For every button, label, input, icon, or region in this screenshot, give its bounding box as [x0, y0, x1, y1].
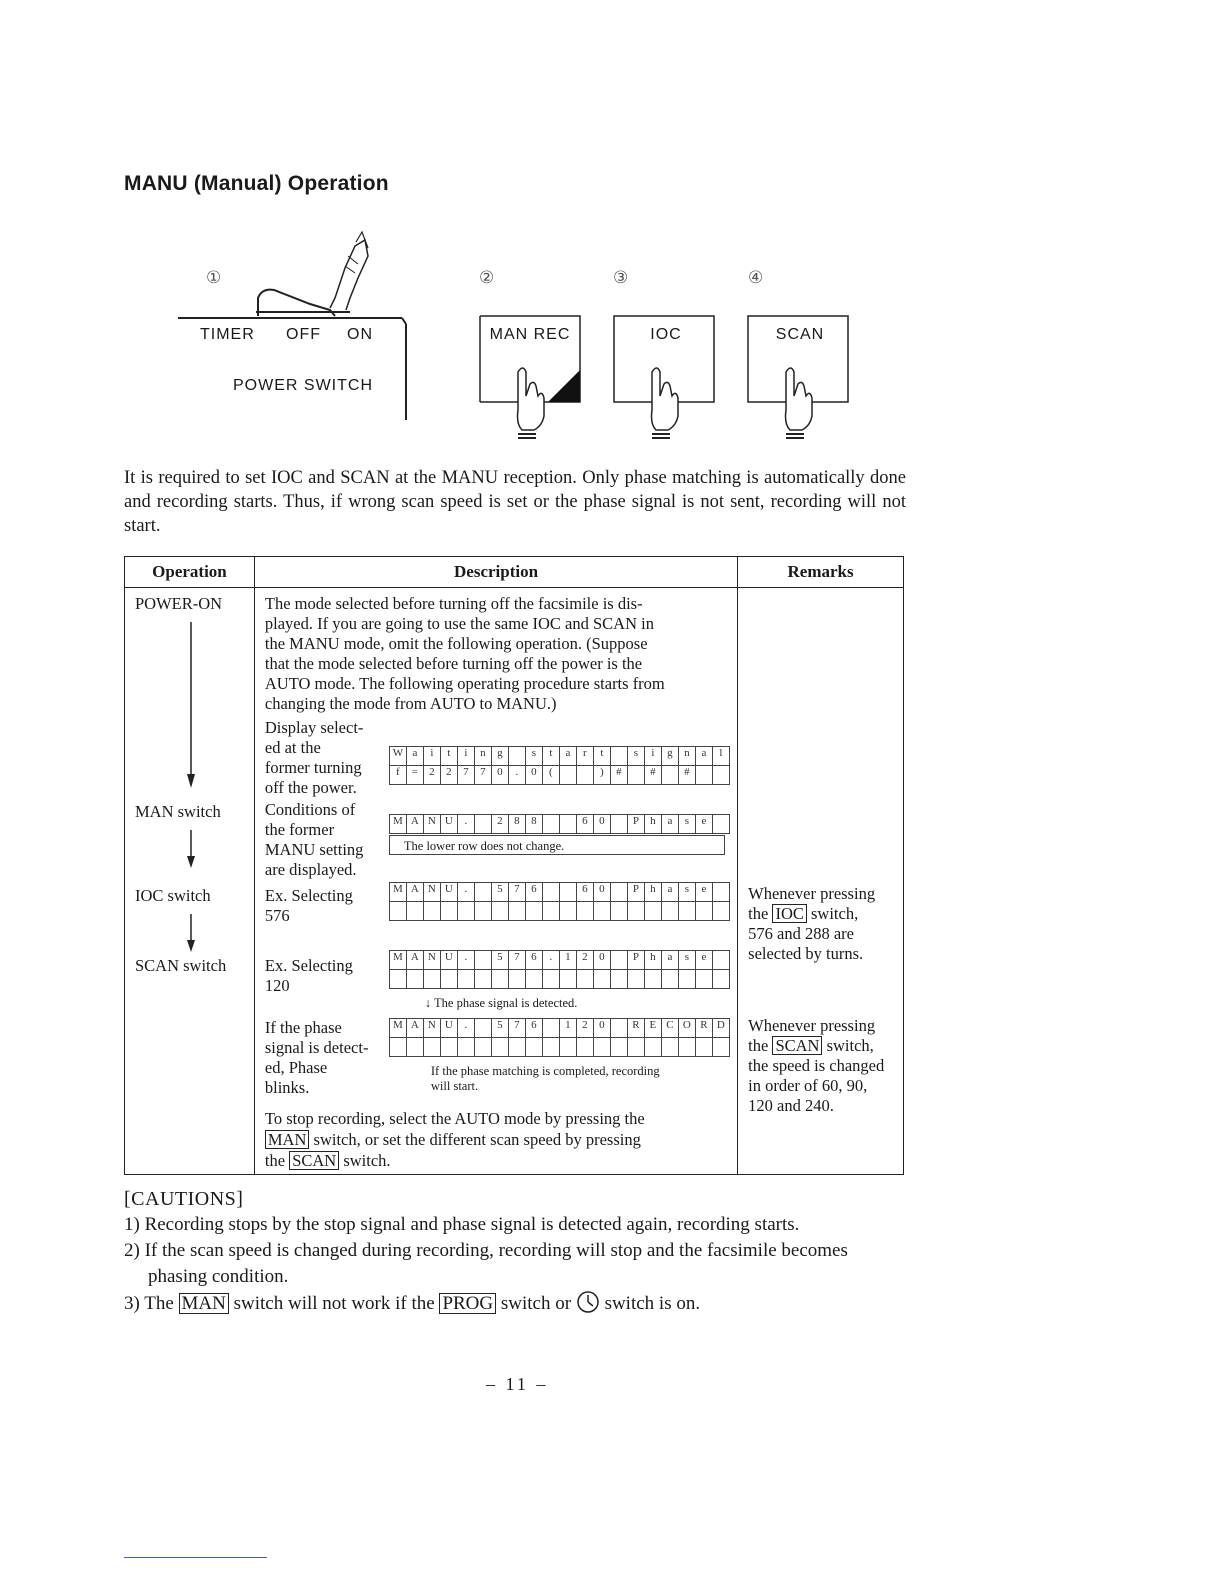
lcd-cell: 0: [525, 766, 542, 785]
lcd-cell: M: [389, 883, 406, 902]
lcd-cell: W: [389, 747, 406, 766]
header-remarks: Remarks: [738, 557, 904, 588]
lcd-cell: [508, 747, 525, 766]
lcd-cell: N: [423, 951, 440, 970]
lcd-cell: [491, 1038, 508, 1057]
lcd-cell: 5: [491, 1019, 508, 1038]
page-title: MANU (Manual) Operation: [124, 172, 389, 195]
lcd-cell: [491, 902, 508, 921]
ex-576-label: Ex. Selecting 576: [264, 886, 353, 925]
cautions-section: [124, 1186, 914, 1317]
lcd-cell: 7: [508, 951, 525, 970]
lcd-cell: N: [423, 1019, 440, 1038]
lcd-cell: 6: [525, 951, 542, 970]
lcd-cell: [508, 902, 525, 921]
lcd-cell: .: [457, 883, 474, 902]
lcd-cell: 6: [576, 815, 593, 834]
lcd-lower-row-note: The lower row does not change.: [389, 835, 725, 855]
lcd-cell: [627, 970, 644, 989]
lcd-cell: 0: [593, 815, 610, 834]
lcd-cell: t: [542, 747, 559, 766]
lcd-manu-288-display: [389, 814, 730, 834]
lcd-cell: A: [406, 883, 423, 902]
lcd-cell: [406, 1038, 423, 1057]
lcd-cell: s: [678, 951, 695, 970]
lcd-cell: [474, 1038, 491, 1057]
remarks-cell: [738, 588, 904, 1175]
lcd-cell: .: [542, 951, 559, 970]
lcd-cell: [559, 970, 576, 989]
lcd-cell: [610, 951, 627, 970]
scan-key-ref: SCAN: [289, 1151, 339, 1170]
on-label: ON: [347, 326, 373, 343]
lcd-cell: [423, 902, 440, 921]
lcd-cell: [610, 970, 627, 989]
lcd-cell: .: [457, 1019, 474, 1038]
lcd-cell: [695, 902, 712, 921]
lcd-cell: [627, 1038, 644, 1057]
power-switch-label: POWER SWITCH: [233, 377, 373, 394]
lcd-cell: 0: [593, 1019, 610, 1038]
lcd-cell: =: [406, 766, 423, 785]
lcd-cell: i: [457, 747, 474, 766]
lcd-cell: [389, 970, 406, 989]
lcd-cell: [610, 883, 627, 902]
lcd-cell: [542, 902, 559, 921]
step-2-number: ②: [479, 268, 495, 287]
step-1-number: ①: [206, 268, 222, 287]
lcd-cell: [440, 970, 457, 989]
lcd-cell: 2: [423, 766, 440, 785]
lcd-cell: [508, 1038, 525, 1057]
lcd-cell: g: [661, 747, 678, 766]
lcd-cell: r: [576, 747, 593, 766]
lcd-cell: f: [389, 766, 406, 785]
lcd-cell: [627, 766, 644, 785]
lcd-cell: P: [627, 815, 644, 834]
step-4-number: ④: [748, 268, 764, 287]
caution-2a: 2) If the scan speed is changed during recording, recording will stop and the facsimile becomes: [124, 1240, 848, 1261]
lcd-cell: [678, 902, 695, 921]
lcd-cell: [661, 902, 678, 921]
lcd-cell: [508, 970, 525, 989]
lcd-cell: [712, 766, 729, 785]
lcd-cell: [457, 902, 474, 921]
lcd-cell: N: [423, 883, 440, 902]
lcd-cell: 2: [491, 815, 508, 834]
lcd-cell: [576, 970, 593, 989]
op-ioc-switch: IOC switch: [135, 886, 211, 905]
lcd-cell: (: [542, 766, 559, 785]
lcd-cell: 0: [491, 766, 508, 785]
lcd-cell: C: [661, 1019, 678, 1038]
lcd-cell: [610, 1019, 627, 1038]
lcd-cell: [644, 902, 661, 921]
lcd-cell: l: [712, 747, 729, 766]
lcd-cell: [525, 1038, 542, 1057]
caution-3: 3) The MAN switch will not work if the PROG switch or switch is on.: [124, 1290, 914, 1317]
lcd-cell: 5: [491, 951, 508, 970]
lcd-cell: e: [695, 815, 712, 834]
op-man-switch: MAN switch: [135, 802, 221, 821]
lcd-cell: [610, 902, 627, 921]
lcd-cell: s: [627, 747, 644, 766]
lcd-cell: [542, 883, 559, 902]
man-key-ref: MAN: [265, 1130, 310, 1149]
prog-key-ref: PROG: [439, 1293, 496, 1314]
lcd-cell: [678, 1038, 695, 1057]
man-key-ref: MAN: [179, 1293, 229, 1314]
header-description: Description: [254, 557, 737, 588]
lcd-cell: [525, 970, 542, 989]
lcd-cell: [423, 1038, 440, 1057]
stop-recording-text: To stop recording, select the AUTO mode by pressing the MAN switch, or set the different scan speed by pressing the SCAN switch.: [264, 1109, 645, 1170]
lcd-cell: [440, 902, 457, 921]
lcd-cell: [389, 902, 406, 921]
desc-intro-text: The mode selected before turning off the facsimile is dis- played. If you are going to use the same IOC and SCAN in the MANU mode, omit the following operation. (Suppose that the mode selected before turning off the power is the AUTO mode. The following operating procedure starts from changing the mode from AUTO to MANU.): [264, 594, 665, 713]
lcd-cell: [491, 970, 508, 989]
lcd-cell: 1: [559, 1019, 576, 1038]
scan-key-label: SCAN: [775, 326, 825, 343]
lcd-cell: s: [525, 747, 542, 766]
footer-rule: [124, 1557, 267, 1558]
lcd-cell: .: [457, 951, 474, 970]
lcd-cell: 5: [491, 883, 508, 902]
lcd-cell: [576, 766, 593, 785]
lcd-cell: e: [695, 883, 712, 902]
lcd-cell: 2: [576, 1019, 593, 1038]
display-label: Display select- ed at the former turning off the power.: [264, 718, 364, 797]
lcd-cell: [712, 970, 729, 989]
lcd-cell: 6: [576, 883, 593, 902]
remark-ioc: Whenever pressing the IOC switch, 576 and 288 are selected by turns.: [748, 884, 876, 963]
arrow-down-icon: [181, 622, 201, 792]
lcd-cell: [474, 902, 491, 921]
lcd-cell: a: [406, 747, 423, 766]
lcd-cell: R: [627, 1019, 644, 1038]
lcd-cell: 7: [474, 766, 491, 785]
lcd-cell: 7: [508, 883, 525, 902]
op-power-on: POWER-ON: [135, 594, 223, 613]
lcd-cell: [389, 1038, 406, 1057]
lcd-cell: [474, 951, 491, 970]
lcd-cell: t: [440, 747, 457, 766]
operation-cell: [125, 588, 255, 1175]
lcd-cell: U: [440, 815, 457, 834]
lcd-cell: #: [610, 766, 627, 785]
lcd-cell: [457, 1038, 474, 1057]
lcd-cell: R: [695, 1019, 712, 1038]
man-rec-key-label: MAN REC: [489, 326, 571, 343]
matching-complete-note-2: will start.: [430, 1079, 479, 1093]
lcd-cell: [542, 970, 559, 989]
lcd-cell: [712, 815, 729, 834]
lcd-cell: [593, 1038, 610, 1057]
lcd-cell: [525, 902, 542, 921]
lcd-cell: a: [661, 883, 678, 902]
lcd-cell: [406, 970, 423, 989]
lcd-cell: [661, 766, 678, 785]
intro-paragraph: It is required to set IOC and SCAN at the MANU reception. Only phase matching is automatically done and recording starts. Thus, if wrong scan speed is set or the phase signal is not sent, recording will not start.: [124, 468, 906, 536]
timer-label: TIMER: [200, 326, 255, 343]
lcd-cell: #: [678, 766, 695, 785]
lcd-cell: n: [678, 747, 695, 766]
scan-key-ref: SCAN: [772, 1036, 822, 1055]
lcd-cell: [474, 815, 491, 834]
lcd-cell: 2: [576, 951, 593, 970]
lcd-cell: [644, 1038, 661, 1057]
lcd-cell: E: [644, 1019, 661, 1038]
lcd-cell: N: [423, 815, 440, 834]
lcd-cell: A: [406, 815, 423, 834]
lcd-cell: [406, 902, 423, 921]
lcd-cell: [542, 815, 559, 834]
lcd-cell: [712, 951, 729, 970]
clock-icon: [576, 1290, 600, 1314]
lcd-cell: [610, 815, 627, 834]
lcd-cell: [559, 902, 576, 921]
lcd-cell: g: [491, 747, 508, 766]
lcd-cell: ): [593, 766, 610, 785]
lcd-cell: P: [627, 883, 644, 902]
arrow-down-icon: [181, 914, 201, 954]
lcd-cell: [474, 1019, 491, 1038]
phase-label: If the phase signal is detect- ed, Phase blinks.: [264, 1018, 369, 1097]
lcd-cell: a: [661, 815, 678, 834]
lcd-cell: .: [508, 766, 525, 785]
caution-1: 1) Recording stops by the stop signal and phase signal is detected again, recording starts.: [124, 1214, 800, 1235]
lcd-cell: 6: [525, 883, 542, 902]
lcd-cell: [423, 970, 440, 989]
caution-2b: phasing condition.: [148, 1266, 289, 1287]
lcd-cell: M: [389, 815, 406, 834]
lcd-cell: [627, 902, 644, 921]
lcd-cell: n: [474, 747, 491, 766]
lcd-manu-120-display: [389, 950, 730, 989]
arrow-down-icon: [181, 830, 201, 870]
matching-complete-note-1: If the phase matching is completed, recording: [430, 1064, 660, 1078]
lcd-cell: [474, 970, 491, 989]
lcd-manu-576-display: [389, 882, 730, 921]
lcd-cell: [593, 970, 610, 989]
lcd-cell: [474, 883, 491, 902]
lcd-cell: A: [406, 1019, 423, 1038]
lcd-cell: [559, 766, 576, 785]
lcd-cell: [661, 970, 678, 989]
lcd-cell: [610, 1038, 627, 1057]
lcd-cell: i: [644, 747, 661, 766]
lcd-cell: [559, 815, 576, 834]
lcd-cell: [440, 1038, 457, 1057]
lcd-cell: [695, 1038, 712, 1057]
ex-120-label: Ex. Selecting 120: [264, 956, 353, 995]
lcd-cell: a: [661, 951, 678, 970]
lcd-cell: 6: [525, 1019, 542, 1038]
lcd-cell: [695, 970, 712, 989]
step-3-number: ③: [613, 268, 629, 287]
lcd-cell: U: [440, 1019, 457, 1038]
lcd-cell: U: [440, 883, 457, 902]
lcd-cell: 2: [440, 766, 457, 785]
table-header-row: [125, 557, 904, 588]
lcd-cell: 1: [559, 951, 576, 970]
page-number: – 11 –: [486, 1374, 549, 1394]
lcd-waiting-display: [389, 746, 730, 785]
off-label: OFF: [286, 326, 321, 343]
op-scan-switch: SCAN switch: [135, 956, 227, 975]
lcd-cell: [610, 747, 627, 766]
lcd-cell: M: [389, 1019, 406, 1038]
lcd-cell: 8: [508, 815, 525, 834]
lcd-cell: h: [644, 951, 661, 970]
lcd-cell: O: [678, 1019, 695, 1038]
header-operation: Operation: [125, 557, 255, 588]
lcd-cell: .: [457, 815, 474, 834]
lcd-cell: s: [678, 815, 695, 834]
lcd-cell: [644, 970, 661, 989]
lcd-cell: h: [644, 883, 661, 902]
lcd-cell: e: [695, 951, 712, 970]
lcd-cell: [576, 902, 593, 921]
lcd-cell: [559, 1038, 576, 1057]
lcd-cell: a: [695, 747, 712, 766]
lcd-cell: [542, 1019, 559, 1038]
remark-scan: Whenever pressing the SCAN switch, the speed is changed in order of 60, 90, 120 and 240.: [748, 1016, 885, 1115]
lcd-cell: [712, 883, 729, 902]
lcd-cell: 0: [593, 951, 610, 970]
lcd-cell: P: [627, 951, 644, 970]
operation-table: [124, 556, 904, 1175]
conditions-label: Conditions of the former MANU setting are displayed.: [264, 800, 364, 879]
description-cell: [254, 588, 737, 1175]
lcd-cell: [712, 1038, 729, 1057]
lcd-cell: 7: [457, 766, 474, 785]
lcd-cell: [576, 1038, 593, 1057]
lcd-cell: s: [678, 883, 695, 902]
ioc-key-ref: IOC: [772, 904, 806, 923]
lcd-cell: [559, 883, 576, 902]
lcd-cell: t: [593, 747, 610, 766]
cautions-heading: [CAUTIONS]: [124, 1188, 244, 1210]
lcd-cell: D: [712, 1019, 729, 1038]
lcd-cell: [678, 970, 695, 989]
lcd-record-display: [389, 1018, 730, 1057]
phase-detected-note: ↓ The phase signal is detected.: [424, 996, 578, 1010]
table-body-row: [125, 588, 904, 1175]
lcd-cell: M: [389, 951, 406, 970]
lcd-cell: [593, 902, 610, 921]
lcd-cell: #: [644, 766, 661, 785]
lcd-cell: a: [559, 747, 576, 766]
lcd-cell: [542, 1038, 559, 1057]
lcd-cell: A: [406, 951, 423, 970]
lcd-cell: 8: [525, 815, 542, 834]
ioc-key-label: IOC: [650, 326, 682, 343]
lcd-cell: [695, 766, 712, 785]
lcd-cell: 7: [508, 1019, 525, 1038]
lcd-cell: h: [644, 815, 661, 834]
lcd-cell: U: [440, 951, 457, 970]
lcd-cell: [457, 970, 474, 989]
lcd-cell: [661, 1038, 678, 1057]
lcd-cell: 0: [593, 883, 610, 902]
lcd-cell: i: [423, 747, 440, 766]
lcd-cell: [712, 902, 729, 921]
